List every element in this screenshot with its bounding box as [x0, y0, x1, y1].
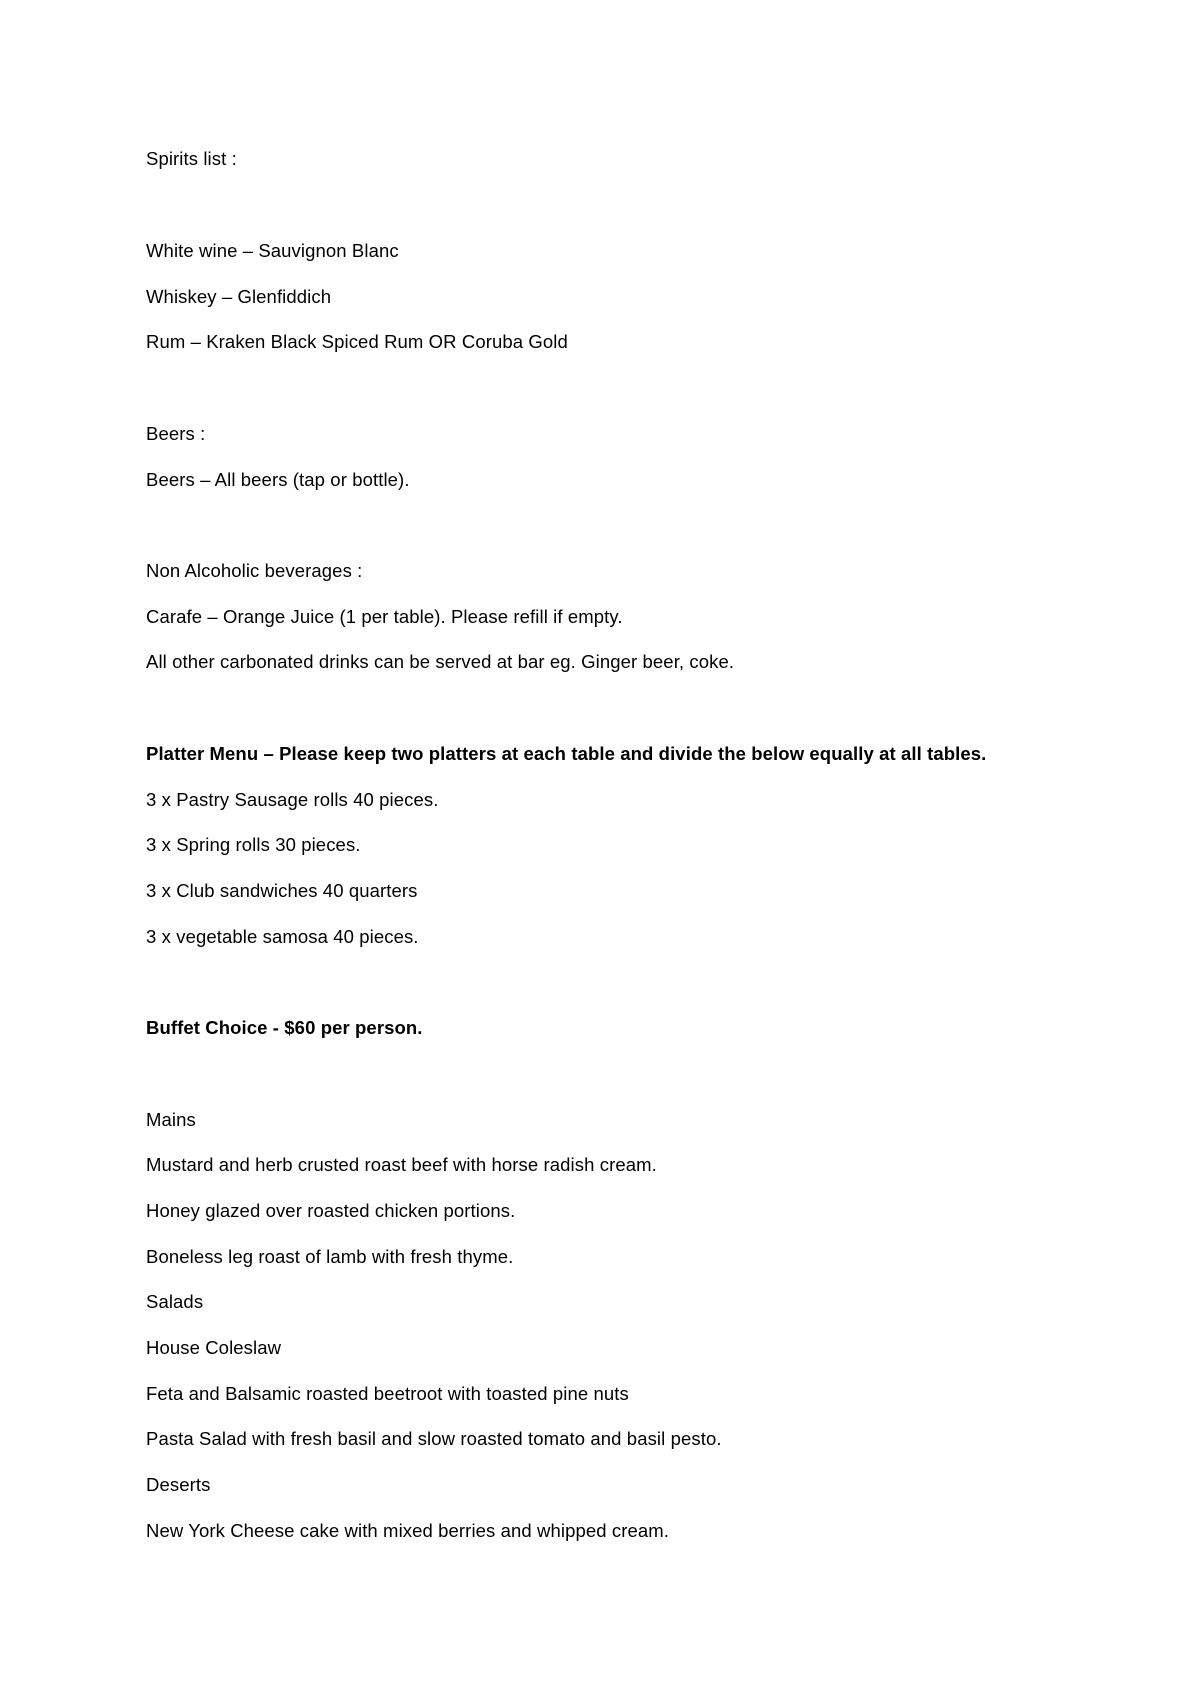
- deserts-heading: Deserts: [146, 1474, 211, 1495]
- platter-item-club-sandwiches: 3 x Club sandwiches 40 quarters: [146, 880, 418, 901]
- salads-item-beetroot: Feta and Balsamic roasted beetroot with toasted pine nuts: [146, 1383, 629, 1404]
- non-alcoholic-item-carafe: Carafe – Orange Juice (1 per table). Please refill if empty.: [146, 606, 623, 627]
- non-alcoholic-heading: Non Alcoholic beverages :: [146, 560, 363, 581]
- non-alcoholic-item-carbonated: All other carbonated drinks can be served at bar eg. Ginger beer, coke.: [146, 651, 735, 672]
- spirits-item-whiskey: Whiskey – Glenfiddich: [146, 286, 332, 307]
- platter-item-spring-rolls: 3 x Spring rolls 30 pieces.: [146, 834, 361, 855]
- mains-item-chicken: Honey glazed over roasted chicken portions.: [146, 1200, 516, 1221]
- deserts-item-cheesecake: New York Cheese cake with mixed berries and whipped cream.: [146, 1520, 670, 1541]
- platter-item-sausage-rolls: 3 x Pastry Sausage rolls 40 pieces.: [146, 789, 439, 810]
- spirits-item-white-wine: White wine – Sauvignon Blanc: [146, 240, 399, 261]
- salads-item-pasta: Pasta Salad with fresh basil and slow roasted tomato and basil pesto.: [146, 1428, 722, 1449]
- buffet-heading: Buffet Choice - $60 per person.: [146, 1017, 423, 1038]
- mains-heading: Mains: [146, 1109, 196, 1130]
- beers-heading: Beers :: [146, 423, 206, 444]
- spirits-item-rum: Rum – Kraken Black Spiced Rum OR Coruba Gold: [146, 331, 568, 352]
- beers-item: Beers – All beers (tap or bottle).: [146, 469, 410, 490]
- salads-heading: Salads: [146, 1291, 204, 1312]
- salads-item-coleslaw: House Coleslaw: [146, 1337, 282, 1358]
- platter-item-samosa: 3 x vegetable samosa 40 pieces.: [146, 926, 419, 947]
- spirits-heading: Spirits list :: [146, 148, 237, 169]
- mains-item-lamb: Boneless leg roast of lamb with fresh thyme.: [146, 1246, 514, 1267]
- platter-menu-heading: Platter Menu – Please keep two platters at each table and divide the below equally at all tables.: [146, 743, 987, 764]
- mains-item-beef: Mustard and herb crusted roast beef with horse radish cream.: [146, 1154, 657, 1175]
